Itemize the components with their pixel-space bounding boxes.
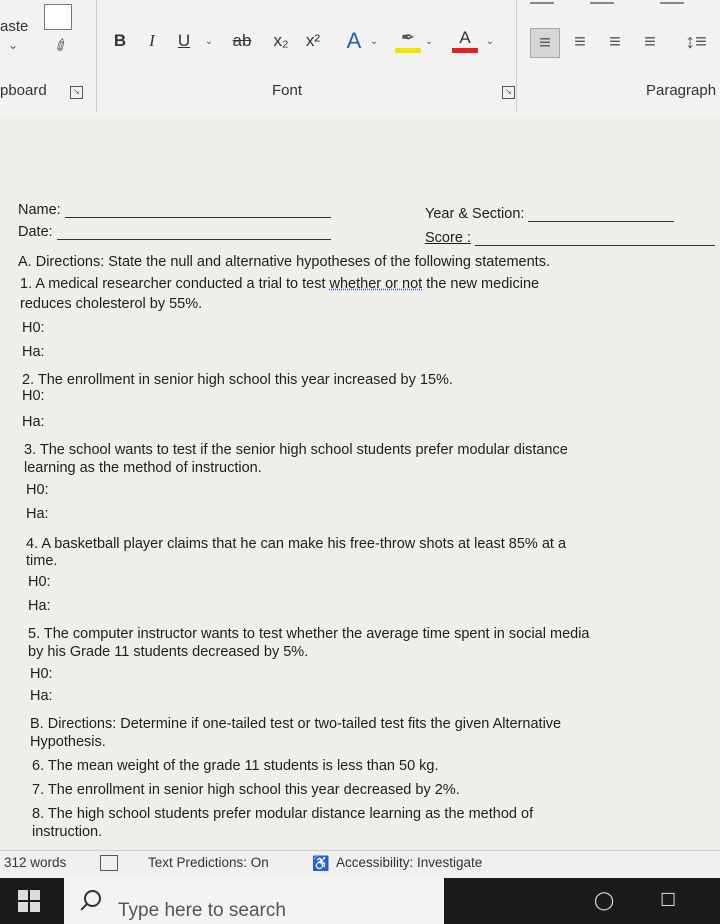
format-painter-icon[interactable]: ✐ xyxy=(51,35,73,58)
task-view-icon[interactable]: ☐ xyxy=(660,890,677,910)
score-text: Score : xyxy=(425,230,471,246)
taskbar-search-box[interactable] xyxy=(64,878,444,924)
text-effects-button[interactable]: A xyxy=(346,28,362,53)
font-color-dropdown-icon[interactable]: ⌄ xyxy=(485,35,495,47)
name-blank[interactable] xyxy=(65,203,331,218)
search-placeholder: Type here to search xyxy=(118,900,286,921)
q1-text-end: the new medicine xyxy=(422,276,540,292)
q5-ha: Ha: xyxy=(30,688,53,704)
align-right-icon[interactable]: ≡ xyxy=(609,30,621,53)
question-8-line2: instruction. xyxy=(32,824,103,840)
group-separator xyxy=(516,0,517,112)
font-color-button[interactable]: A xyxy=(452,28,478,53)
date-label xyxy=(18,224,331,240)
name-label-text: Name: xyxy=(18,202,61,218)
date-label-text: Date: xyxy=(18,224,53,240)
q1-text: 1. A medical researcher conducted a trial to test xyxy=(20,276,330,292)
score-label xyxy=(425,230,715,246)
name-label xyxy=(18,202,331,218)
ribbon xyxy=(0,0,720,119)
paragraph-group-label: Paragraph xyxy=(646,82,717,99)
superscript-button[interactable]: x² xyxy=(305,31,321,50)
section-b-directions: B. Directions: Determine if one-tailed test or two-tailed test fits the given Alternative xyxy=(30,716,562,732)
align-left-icon[interactable]: ≡ xyxy=(530,28,560,58)
q1-h0: H0: xyxy=(22,320,45,336)
strikethrough-button[interactable]: ab xyxy=(232,31,252,50)
justify-icon[interactable]: ≡ xyxy=(644,30,656,53)
question-4: 4. A basketball player claims that he can make his free-throw shots at least 85% at a xyxy=(26,536,567,552)
year-section-text: Year & Section: xyxy=(425,206,525,222)
group-separator xyxy=(96,0,97,112)
paste-dropdown-icon[interactable]: ⌄ xyxy=(8,38,19,52)
question-3-line2: learning as the method of instruction. xyxy=(24,460,262,476)
q2-ha: Ha: xyxy=(22,414,45,430)
cortana-icon[interactable]: ◯ xyxy=(594,890,615,910)
underline-button[interactable]: U xyxy=(177,31,191,50)
highlight-pen-icon[interactable]: ✒ xyxy=(395,28,421,53)
search-icon xyxy=(84,890,101,907)
q3-ha: Ha: xyxy=(26,506,49,522)
taskbar xyxy=(0,878,720,924)
ribbon-divider xyxy=(660,2,684,4)
paste-button[interactable]: aste xyxy=(0,18,29,35)
highlight-dropdown-icon[interactable]: ⌄ xyxy=(424,35,434,47)
font-launcher-icon[interactable]: ↘ xyxy=(502,86,515,99)
proofing-icon[interactable] xyxy=(100,855,118,871)
q4-ha: Ha: xyxy=(28,598,51,614)
question-6: 6. The mean weight of the grade 11 students is less than 50 kg. xyxy=(32,758,439,774)
question-3: 3. The school wants to test if the senior high school students prefer modular distance xyxy=(24,442,568,458)
q1-spellcheck-text: whether or not xyxy=(329,276,423,292)
question-1 xyxy=(20,276,539,292)
year-section-label xyxy=(425,206,674,222)
question-1-line2: reduces cholesterol by 55%. xyxy=(20,296,203,312)
status-bar xyxy=(0,850,720,879)
text-effects-dropdown-icon[interactable]: ⌄ xyxy=(369,35,379,47)
q2-h0: H0: xyxy=(22,388,45,404)
question-5: 5. The computer instructor wants to test whether the average time spent in social media xyxy=(28,626,590,642)
line-spacing-icon[interactable]: ↕≡ xyxy=(685,30,707,53)
question-2: 2. The enrollment in senior high school this year increased by 15%. xyxy=(22,372,453,388)
windows-start-icon[interactable] xyxy=(18,890,40,912)
accessibility-status[interactable]: Accessibility: Investigate xyxy=(336,855,483,870)
section-a-directions: A. Directions: State the null and alternative hypotheses of the following statements. xyxy=(18,254,550,270)
underline-dropdown-icon[interactable]: ⌄ xyxy=(204,35,214,47)
q4-h0: H0: xyxy=(28,574,51,590)
q3-h0: H0: xyxy=(26,482,49,498)
subscript-button[interactable]: x₂ xyxy=(273,31,289,50)
bold-button[interactable]: B xyxy=(113,31,127,50)
clipboard-launcher-icon[interactable]: ↘ xyxy=(70,86,83,99)
ribbon-divider xyxy=(590,2,614,4)
question-4-line2: time. xyxy=(26,553,58,569)
score-blank[interactable] xyxy=(475,231,715,246)
q1-ha: Ha: xyxy=(22,344,45,360)
copy-icon[interactable] xyxy=(44,4,72,30)
italic-button[interactable]: I xyxy=(149,31,155,50)
clipboard-group-label: pboard xyxy=(0,82,47,99)
font-group-label: Font xyxy=(272,82,303,99)
text-predictions[interactable]: Text Predictions: On xyxy=(148,855,269,870)
ribbon-divider xyxy=(530,2,554,4)
year-section-blank[interactable] xyxy=(528,207,674,222)
word-count[interactable]: 312 words xyxy=(4,855,67,870)
accessibility-icon[interactable]: ♿ xyxy=(312,855,330,871)
section-b-directions-line2: Hypothesis. xyxy=(30,734,106,750)
document-page[interactable] xyxy=(0,118,720,850)
date-blank[interactable] xyxy=(57,225,331,240)
question-8: 8. The high school students prefer modular distance learning as the method of xyxy=(32,806,534,822)
question-5-line2: by his Grade 11 students decreased by 5%. xyxy=(28,644,309,660)
question-7: 7. The enrollment in senior high school this year decreased by 2%. xyxy=(32,782,460,798)
align-center-icon[interactable]: ≡ xyxy=(574,30,586,53)
q5-h0: H0: xyxy=(30,666,53,682)
